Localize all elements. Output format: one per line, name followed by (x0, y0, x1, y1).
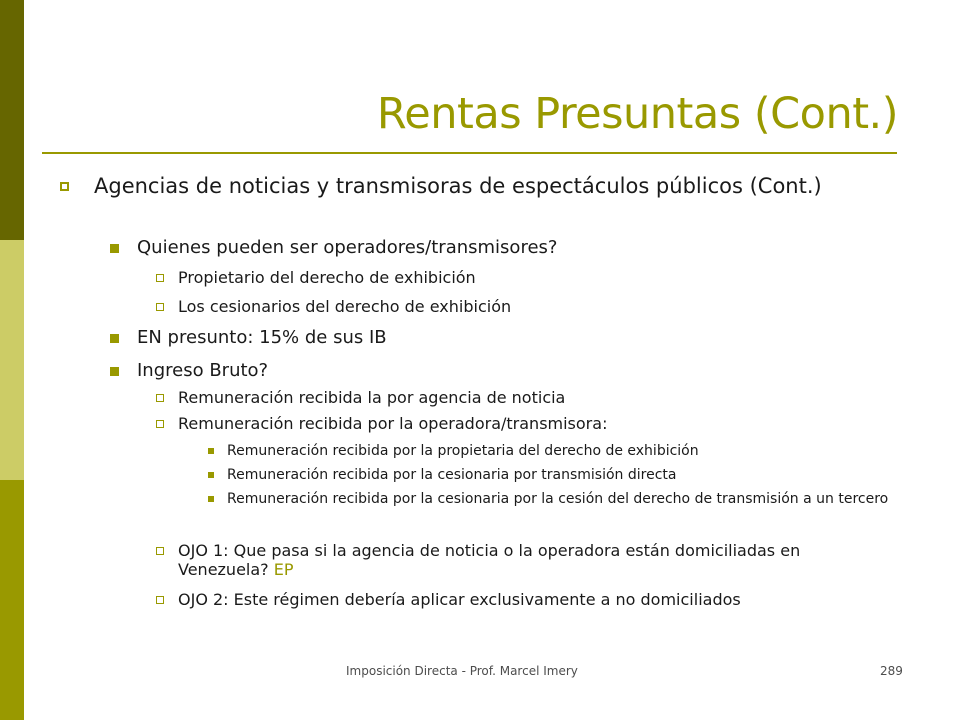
page-number: 289 (880, 664, 903, 678)
bullet-cesion-tercero (227, 491, 892, 508)
bullet-en-presunto (137, 326, 877, 350)
bullet-text: Los cesionarios del derecho de exhibición (178, 297, 512, 316)
sidebar-band-bottom (0, 480, 24, 720)
bullet-agencias (94, 174, 864, 199)
bullet-remuneracion-operadora (178, 414, 888, 433)
filled-square-icon (110, 244, 119, 253)
bullet-cesionarios (178, 297, 888, 316)
bullet-ingreso-bruto (137, 359, 877, 383)
bullet-ojo-2 (178, 590, 888, 609)
hollow-square-icon (156, 394, 164, 402)
filled-square-icon (110, 367, 119, 376)
bullet-text: Remuneración recibida por la operadora/transmisora: (178, 414, 608, 433)
bullet-transmision-directa (227, 467, 892, 484)
slide-title: Rentas Presuntas (Cont.) (376, 89, 898, 139)
sidebar-band-middle (0, 240, 24, 480)
bullet-text: OJO 1: Que pasa si la agencia de noticia o la operadora están domiciliadas en Venezuela? (178, 541, 801, 579)
sidebar-decoration (0, 0, 24, 720)
hollow-square-icon (156, 303, 164, 311)
bullet-propietaria (227, 443, 892, 460)
title-divider (42, 152, 897, 154)
bullet-text: Ingreso Bruto? (137, 360, 269, 381)
bullet-text: Remuneración recibida la por agencia de noticia (178, 388, 566, 407)
small-square-icon (208, 472, 214, 478)
sidebar-band-top (0, 0, 24, 240)
hollow-square-icon (156, 596, 164, 604)
hollow-square-icon (156, 274, 164, 282)
bullet-text: Remuneración recibida por la cesionaria por transmisión directa (227, 467, 677, 483)
small-square-icon (208, 448, 214, 454)
bullet-text: Agencias de noticias y transmisoras de espectáculos públicos (Cont.) (94, 174, 822, 198)
bullet-text: Quienes pueden ser operadores/transmisores? (137, 237, 558, 258)
bullet-text: EN presunto: 15% de sus IB (137, 327, 387, 348)
hollow-square-icon (156, 420, 164, 428)
bullet-propietario (178, 268, 888, 287)
highlight-ep: EP (273, 560, 294, 579)
bullet-ojo-1 (178, 541, 888, 579)
bullet-text: Remuneración recibida por la propietaria del derecho de exhibición (227, 443, 699, 459)
bullet-text: Remuneración recibida por la cesionaria por la cesión del derecho de transmisión a un tercero (227, 491, 889, 507)
hollow-square-icon (60, 182, 69, 191)
hollow-square-icon (156, 547, 164, 555)
bullet-text: OJO 2: Este régimen debería aplicar exclusivamente a no domiciliados (178, 590, 741, 609)
footer-text: Imposición Directa - Prof. Marcel Imery (346, 664, 578, 678)
bullet-text: Propietario del derecho de exhibición (178, 268, 476, 287)
filled-square-icon (110, 334, 119, 343)
bullet-operadores (137, 236, 877, 260)
bullet-remuneracion-agencia (178, 388, 888, 407)
small-square-icon (208, 496, 214, 502)
